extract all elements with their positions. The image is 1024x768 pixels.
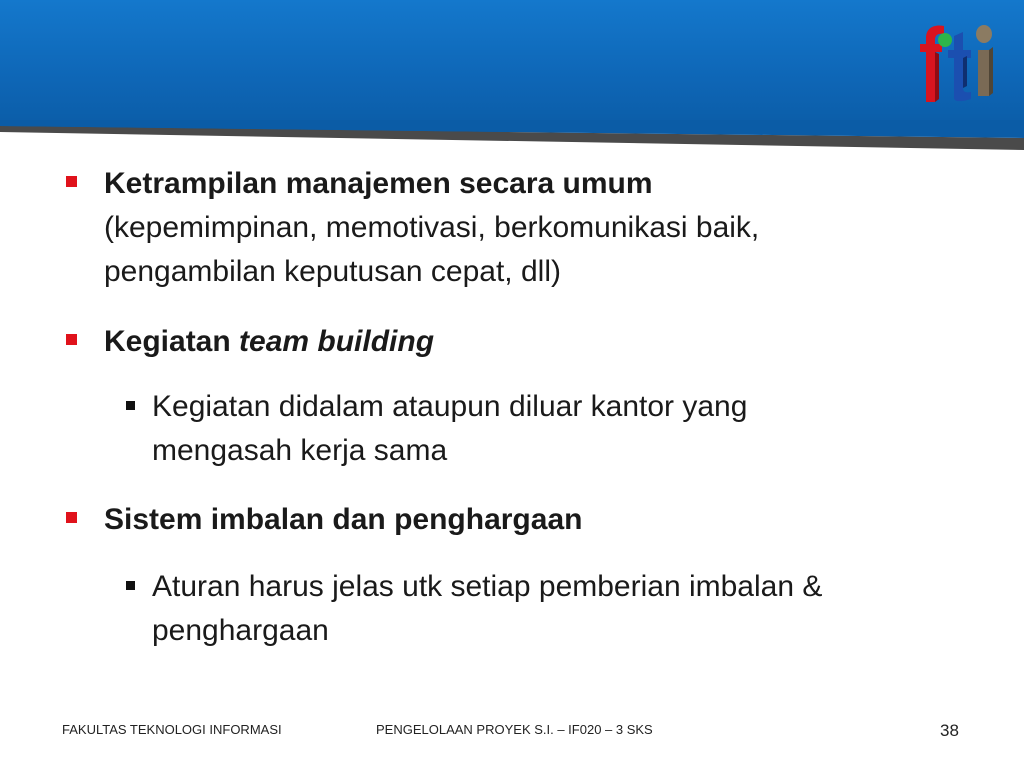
subbullet-black-square-icon xyxy=(126,581,135,590)
subbullet-3-1 xyxy=(126,565,135,590)
subbullet-3-1-text xyxy=(152,565,1012,653)
subbullet-2-1 xyxy=(126,385,135,410)
subbullet-2-1-text xyxy=(152,385,992,473)
bullet-1 xyxy=(66,162,77,187)
page-number: 38 xyxy=(940,721,959,740)
footer-center: PENGELOLAAN PROYEK S.I. – IF020 – 3 SKS xyxy=(376,722,653,737)
subbullet-3-1-line-1: Aturan harus jelas utk setiap pemberian imbalan & xyxy=(152,570,823,603)
bullet-1-text xyxy=(104,162,984,294)
bullet-1-continuation-line-2: pengambilan keputusan cepat, dll) xyxy=(104,255,561,288)
footer-left: FAKULTAS TEKNOLOGI INFORMASI xyxy=(62,722,282,737)
bullet-3 xyxy=(66,498,77,523)
bullet-red-square-icon xyxy=(66,334,77,345)
bullet-red-square-icon xyxy=(66,176,77,187)
subbullet-black-square-icon xyxy=(126,401,135,410)
bullet-2-heading-italic: team building xyxy=(239,325,435,358)
subbullet-2-1-line-2: mengasah kerja sama xyxy=(152,434,448,467)
bullet-2-heading xyxy=(104,320,434,364)
subbullet-3-1-line-2: penghargaan xyxy=(152,614,329,647)
subbullet-2-1-line-1: Kegiatan didalam ataupun diluar kantor yang xyxy=(152,390,748,423)
bullet-3-heading-wrap xyxy=(104,498,582,542)
bullet-2 xyxy=(66,320,77,345)
bullet-2-heading-plain: Kegiatan xyxy=(104,325,240,358)
bullet-3-heading: Sistem imbalan dan penghargaan xyxy=(104,503,583,536)
bullet-red-square-icon xyxy=(66,512,77,523)
bullet-1-heading: Ketrampilan manajemen secara umum xyxy=(104,167,653,200)
bullet-1-continuation-line-1: (kepemimpinan, memotivasi, berkomunikasi baik, xyxy=(104,211,760,244)
